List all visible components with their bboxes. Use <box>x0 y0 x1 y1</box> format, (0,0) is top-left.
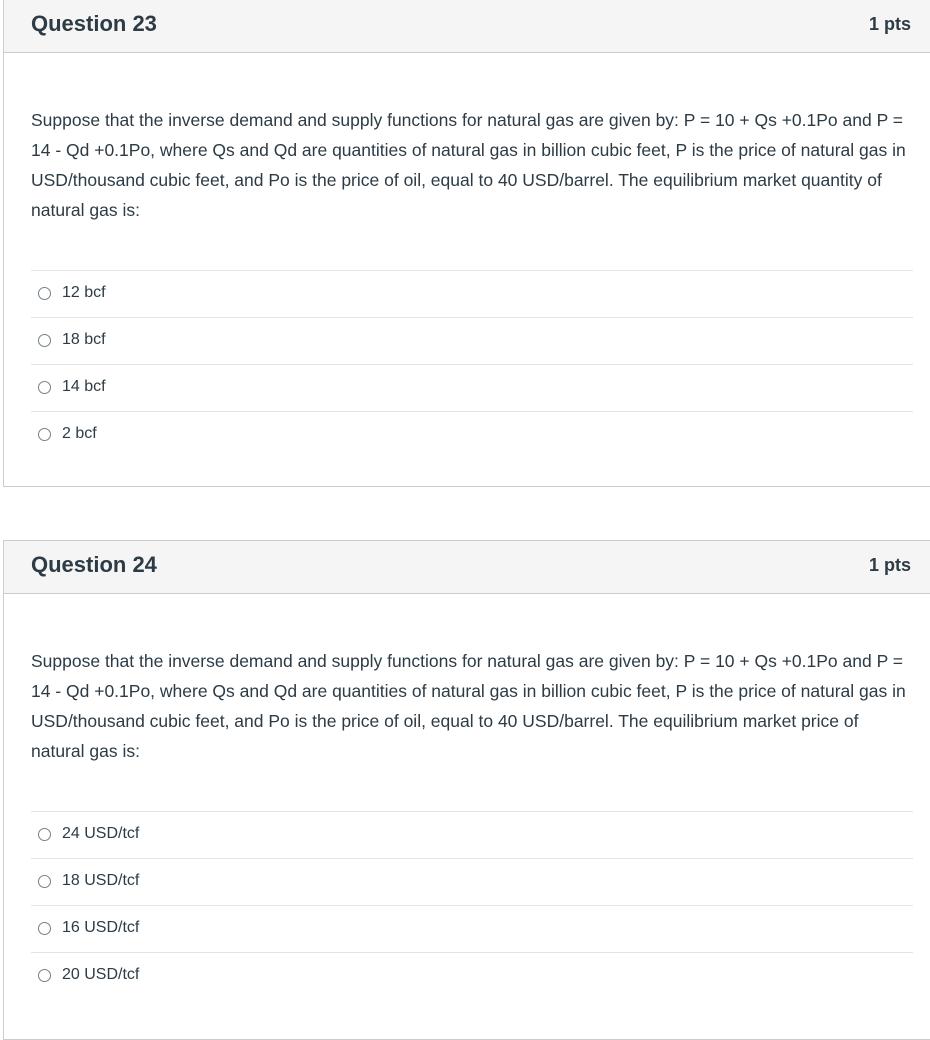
question-header <box>4 0 930 53</box>
answer-option[interactable] <box>31 905 913 952</box>
answer-label[interactable]: 18 USD/tcf <box>62 872 140 889</box>
radio-button[interactable] <box>38 969 51 982</box>
radio-button[interactable] <box>38 334 51 347</box>
radio-button[interactable] <box>38 428 51 441</box>
radio-button[interactable] <box>38 922 51 935</box>
answer-label[interactable]: 12 bcf <box>62 284 106 301</box>
answer-list <box>31 811 913 999</box>
answer-label[interactable]: 20 USD/tcf <box>62 966 140 983</box>
question-header <box>4 541 930 594</box>
answer-label[interactable]: 24 USD/tcf <box>62 825 140 842</box>
answer-label[interactable]: 14 bcf <box>62 378 106 395</box>
question-text: Suppose that the inverse demand and supply functions for natural gas are given by: P = 10 + Qs +0.1Po and P = 14 - Qd +0.1Po, where Qs and Qd are quantities of natural gas in billion cubic feet, P is the price of natural gas in USD/thousand cubic feet, and Po is the price of oil, equal to 40 USD/barrel. The equilibrium market price of natural gas is: <box>31 651 906 761</box>
answer-option[interactable] <box>31 411 913 458</box>
answer-list <box>31 270 913 458</box>
radio-button[interactable] <box>38 381 51 394</box>
answer-option[interactable] <box>31 811 913 858</box>
question-points: 1 pts <box>868 14 911 34</box>
answer-label[interactable]: 16 USD/tcf <box>62 919 140 936</box>
question-points: 1 pts <box>868 555 911 575</box>
radio-button[interactable] <box>38 828 51 841</box>
answer-option[interactable] <box>31 270 913 317</box>
question-card-24 <box>3 540 930 1040</box>
radio-button[interactable] <box>38 875 51 888</box>
answer-label[interactable]: 18 bcf <box>62 331 106 348</box>
question-title: Question 23 <box>31 11 157 36</box>
question-card-23 <box>3 0 930 487</box>
answer-option[interactable] <box>31 317 913 364</box>
radio-button[interactable] <box>38 287 51 300</box>
answer-option[interactable] <box>31 952 913 999</box>
question-title: Question 24 <box>31 552 157 577</box>
answer-label[interactable]: 2 bcf <box>62 425 97 442</box>
question-text: Suppose that the inverse demand and supply functions for natural gas are given by: P = 10 + Qs +0.1Po and P = 14 - Qd +0.1Po, where Qs and Qd are quantities of natural gas in billion cubic feet, P is the price of natural gas in USD/thousand cubic feet, and Po is the price of oil, equal to 40 USD/barrel. The equilibrium market quantity of natural gas is: <box>31 110 906 220</box>
answer-option[interactable] <box>31 858 913 905</box>
answer-option[interactable] <box>31 364 913 411</box>
